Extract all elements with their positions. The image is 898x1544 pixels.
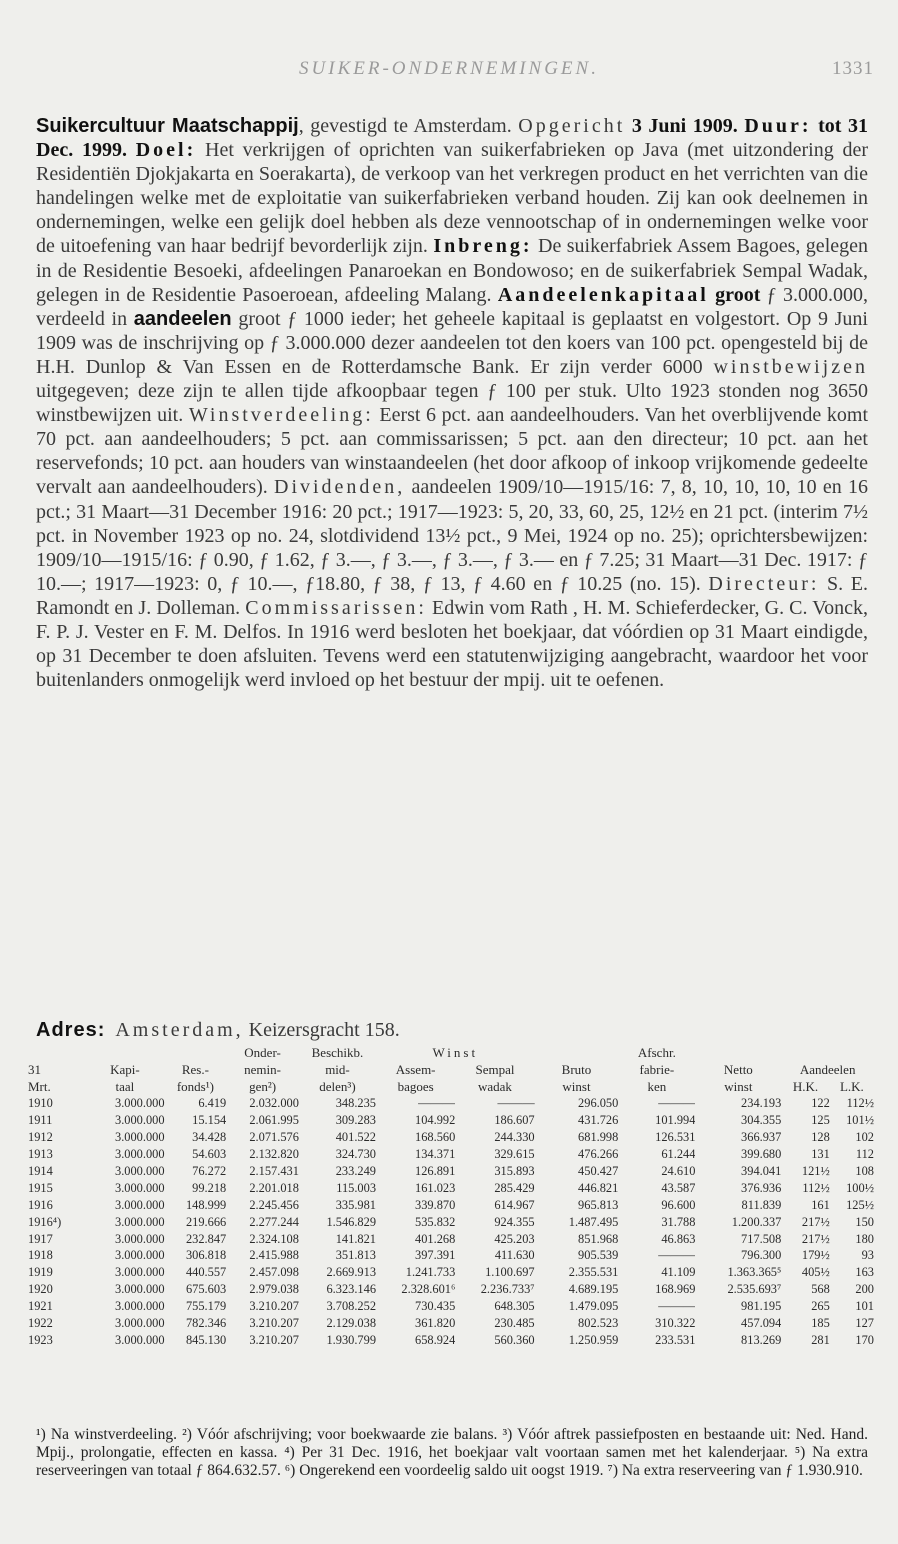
table-cell: 324.730 bbox=[335, 1147, 377, 1162]
table-cell: 150 bbox=[855, 1214, 874, 1229]
col-header: 31 bbox=[28, 1062, 41, 1077]
table-cell: 232.847 bbox=[185, 1231, 227, 1246]
row-year: 1921 bbox=[28, 1299, 53, 1314]
table-cell: 614.967 bbox=[494, 1197, 535, 1212]
table-cell: 3.210.207 bbox=[249, 1316, 299, 1331]
table-cell: 675.603 bbox=[185, 1282, 227, 1297]
col-header: delen³) bbox=[319, 1079, 356, 1094]
table-cell: 127 bbox=[855, 1316, 874, 1331]
col-header-winst: Winst bbox=[432, 1045, 479, 1060]
kapitaal-label: Aandeelenkapitaal bbox=[497, 283, 709, 306]
table-head bbox=[28, 1044, 874, 1095]
table-body bbox=[28, 1095, 874, 1348]
doel-value: Het verkrijgen of oprichten van suikerfabrieken op Java (met uitzondering der Residentiën Djokjakarta en Soerakarta), de verkoop van het verkregen product en het verrichten van die handelingen welke met de exploitatie van suikerfabrieken verband houden. Zij kan ook deelnemen in ondernemingen, welke een gelijk doel hebben als deze vennootschap of in ondernemingen welke voor de uitoefening van haar bedrijf bevorderlijk zijn. bbox=[36, 139, 868, 258]
table-row bbox=[28, 1247, 874, 1264]
table-row bbox=[28, 1196, 874, 1213]
table-cell: 131 bbox=[811, 1147, 830, 1162]
table-cell: 31.788 bbox=[661, 1214, 696, 1229]
table-row bbox=[28, 1213, 874, 1230]
table-cell: 112½ bbox=[802, 1180, 830, 1195]
col-header: fonds¹) bbox=[176, 1079, 214, 1094]
col-header: fabrie- bbox=[639, 1062, 675, 1077]
table-cell: 43.587 bbox=[661, 1180, 696, 1195]
col-header: Res.- bbox=[181, 1062, 209, 1077]
dividenden-label: Dividenden, bbox=[274, 476, 406, 499]
running-header bbox=[0, 58, 898, 88]
table-cell: 121½ bbox=[801, 1164, 830, 1178]
table-cell: 648.305 bbox=[494, 1299, 535, 1314]
table-cell: 219.666 bbox=[185, 1214, 227, 1229]
adres-label: Adres: bbox=[36, 1019, 106, 1041]
row-year: 1922 bbox=[28, 1316, 53, 1331]
winstbewijzen-post: uitgegeven; deze zijn te allen tijde afkoopbaar tegen ƒ 100 per stuk. Ulto 1923 stonden nog 3650 winstbewijzen uit. bbox=[36, 380, 868, 427]
table-cell: 200 bbox=[855, 1282, 874, 1297]
table-cell: 1.250.959 bbox=[568, 1332, 619, 1347]
header-row-3 bbox=[28, 1078, 874, 1095]
row-year: 1915 bbox=[28, 1180, 53, 1195]
commissarissen-label: Commissarissen: bbox=[245, 596, 427, 619]
table-cell: 112 bbox=[855, 1147, 874, 1162]
table-cell: 93 bbox=[861, 1248, 874, 1263]
table-cell: 233.249 bbox=[335, 1164, 377, 1178]
table-cell: ——— bbox=[658, 1248, 696, 1263]
table-cell: 101.994 bbox=[655, 1113, 696, 1128]
table-cell: ——— bbox=[658, 1299, 696, 1314]
table-cell: 6.323.146 bbox=[326, 1282, 377, 1297]
table-cell: 457.094 bbox=[741, 1316, 782, 1331]
col-header: L.K. bbox=[839, 1079, 864, 1094]
table-cell: 376.936 bbox=[741, 1180, 782, 1195]
table-cell: 244.330 bbox=[494, 1130, 535, 1145]
table-cell: 24.610 bbox=[661, 1164, 696, 1178]
table-cell: 568 bbox=[811, 1282, 830, 1297]
directeur-value: S. E. Ramondt en J. Dolleman. bbox=[36, 572, 868, 619]
col-header: Mrt. bbox=[28, 1079, 51, 1094]
winstbewijzen-word: winstbewijzen bbox=[713, 355, 868, 378]
table-row bbox=[28, 1129, 874, 1146]
row-year: 1919 bbox=[28, 1265, 53, 1280]
table-cell: 3.000.000 bbox=[115, 1147, 165, 1162]
table-cell: 3.000.000 bbox=[115, 1282, 165, 1297]
table-cell: 61.244 bbox=[661, 1147, 696, 1162]
table-cell: 411.630 bbox=[494, 1248, 535, 1263]
table-cell: 161.023 bbox=[415, 1180, 456, 1195]
table-cell: 755.179 bbox=[185, 1299, 227, 1314]
table-cell: 170 bbox=[855, 1332, 874, 1347]
table-cell: 2.328.601⁶ bbox=[401, 1282, 456, 1297]
table-cell: ——— bbox=[497, 1096, 535, 1111]
col-header: winst bbox=[724, 1079, 753, 1094]
table-cell: 3.000.000 bbox=[115, 1113, 165, 1128]
table-row bbox=[28, 1315, 874, 1332]
row-year: 1910 bbox=[28, 1096, 53, 1111]
table-cell: 168.560 bbox=[415, 1130, 456, 1145]
table-cell: 796.300 bbox=[741, 1248, 782, 1263]
table-cell: 265 bbox=[811, 1299, 830, 1314]
table-cell: 1.930.799 bbox=[326, 1332, 377, 1347]
table-cell: 96.600 bbox=[661, 1197, 696, 1212]
table-row bbox=[28, 1264, 874, 1281]
table-cell: 329.615 bbox=[494, 1147, 535, 1162]
col-header: Beschikb. bbox=[311, 1045, 364, 1060]
col-header: Aandeelen bbox=[799, 1062, 856, 1077]
table-cell: 2.457.098 bbox=[249, 1265, 299, 1280]
table-cell: 3.000.000 bbox=[115, 1180, 165, 1195]
table-cell: 230.485 bbox=[494, 1316, 535, 1331]
opgericht-value: 3 Juni 1909. bbox=[625, 115, 745, 137]
table-cell: 310.322 bbox=[655, 1316, 696, 1331]
col-header: Afschr. bbox=[637, 1045, 676, 1060]
table-row bbox=[28, 1281, 874, 1298]
table-cell: 3.210.207 bbox=[249, 1332, 299, 1347]
table-cell: 397.391 bbox=[415, 1248, 456, 1263]
table-cell: 2.061.995 bbox=[249, 1113, 299, 1128]
row-year: 1916 bbox=[28, 1197, 53, 1212]
table-cell: 126.531 bbox=[655, 1130, 696, 1145]
doel-label: Doel: bbox=[135, 139, 197, 162]
table-cell: 782.346 bbox=[185, 1316, 227, 1331]
table-cell: 233.531 bbox=[655, 1332, 696, 1347]
col-header: Assem- bbox=[395, 1062, 436, 1077]
table-cell: 981.195 bbox=[741, 1299, 782, 1314]
dividenden-value: aandeelen 1909/10—1915/16: 7, 8, 10, 10, 10, 10 en 16 pct.; 31 Maart—31 December 1916: 20 pct.; 1917—1923: 5, 20, 33, 60, 25, 12½ en 21 pct. (interim 7½ pct. in November 1923 op no. 24, slotdividend 13½ pct., 9 Mei, 1924 op no. 25); oprichtersbewijzen: 1909/10—1915/16: ƒ 0.90, ƒ 1.62, ƒ 3.—, ƒ 3.—, ƒ 3.—, ƒ 3.— en ƒ 7.25; 31 Maart—31 Dec. 1917: ƒ 10.—; 1917—1923: 0, ƒ 10.—, ƒ18.80, ƒ 38, ƒ 13, ƒ 4.60 en ƒ 10.25 (no. 15). bbox=[36, 476, 869, 595]
table-cell: 681.998 bbox=[578, 1130, 619, 1145]
aandeelen-word: aandeelen bbox=[133, 307, 232, 330]
table-cell: 128 bbox=[811, 1130, 830, 1145]
table-cell: 161 bbox=[811, 1197, 830, 1212]
col-header: taal bbox=[115, 1079, 135, 1094]
table-cell: 122 bbox=[811, 1096, 830, 1111]
kapitaal-post: groot ƒ 1000 ieder; het geheele kapitaal is geplaatst en volgestort. Op 9 Juni 1909 was de inschrijving op ƒ 3.000.000 dezer aandeelen tot den koers van 100 pct. opengesteld bij de H.H. Dunlop & Van Essen en de Rotterdamsche Bank. Er zijn verder 6000 bbox=[36, 307, 868, 378]
table-cell: 102 bbox=[855, 1130, 874, 1145]
table-cell: 2.245.456 bbox=[249, 1197, 299, 1212]
table-row bbox=[28, 1146, 874, 1163]
col-header bbox=[695, 1044, 781, 1061]
col-header: H.K. bbox=[792, 1079, 819, 1094]
col-header: ken bbox=[647, 1079, 667, 1094]
table-cell: 1.200.337 bbox=[731, 1214, 782, 1229]
table-cell: 366.937 bbox=[741, 1130, 782, 1145]
table-cell: 3.000.000 bbox=[115, 1332, 165, 1347]
table-cell: 104.992 bbox=[415, 1113, 456, 1128]
table-cell: 3.000.000 bbox=[115, 1130, 165, 1145]
table-cell: 335.981 bbox=[335, 1197, 377, 1212]
table-cell: 2.201.018 bbox=[249, 1180, 299, 1195]
page-number: 1331 bbox=[832, 58, 874, 79]
col-header bbox=[535, 1044, 619, 1061]
table-cell: 2.669.913 bbox=[326, 1265, 377, 1280]
table-cell: 3.210.207 bbox=[249, 1299, 299, 1314]
company-seat: , gevestigd te Amsterdam. bbox=[298, 115, 519, 137]
table-cell: 112½ bbox=[846, 1096, 874, 1111]
table-cell: 2.032.000 bbox=[249, 1096, 299, 1111]
adres-city: Amsterdam, bbox=[115, 1019, 244, 1041]
table-cell: 1.100.697 bbox=[485, 1265, 535, 1280]
table-cell: 440.557 bbox=[185, 1265, 227, 1280]
address-line bbox=[36, 1018, 868, 1042]
table-cell: 425.203 bbox=[494, 1231, 535, 1246]
table-cell: 100½ bbox=[846, 1180, 874, 1195]
company-entry bbox=[36, 114, 868, 692]
table-cell: 813.269 bbox=[741, 1332, 782, 1347]
table-cell: 1.546.829 bbox=[326, 1214, 377, 1229]
table-cell: 3.000.000 bbox=[115, 1164, 165, 1178]
adres-street: Keizersgracht 158. bbox=[243, 1019, 400, 1041]
table-cell: 717.508 bbox=[741, 1231, 782, 1246]
table-cell: 99.218 bbox=[192, 1180, 227, 1195]
table-cell: 3.000.000 bbox=[115, 1248, 165, 1263]
table-cell: 285.429 bbox=[494, 1180, 535, 1195]
table-cell: 3.000.000 bbox=[115, 1231, 165, 1246]
col-header bbox=[28, 1044, 85, 1061]
opgericht-label: Opgericht bbox=[518, 115, 626, 137]
table-row bbox=[28, 1331, 874, 1348]
header-row-1 bbox=[28, 1044, 874, 1061]
table-cell: 217½ bbox=[801, 1214, 830, 1229]
col-header: Sempal bbox=[475, 1062, 515, 1077]
table-cell: 924.355 bbox=[494, 1214, 535, 1229]
table-cell: 101 bbox=[855, 1299, 874, 1314]
row-year: 1923 bbox=[28, 1332, 53, 1347]
table-row bbox=[28, 1179, 874, 1196]
row-year: 1911 bbox=[28, 1113, 53, 1128]
col-header: Bruto bbox=[561, 1062, 592, 1077]
table-cell: 446.821 bbox=[578, 1180, 619, 1195]
table-cell: 658.924 bbox=[415, 1332, 456, 1347]
running-title: SUIKER-ONDERNEMINGEN. bbox=[299, 58, 599, 79]
col-header: wadak bbox=[478, 1079, 512, 1094]
table-cell: 1.487.495 bbox=[568, 1214, 619, 1229]
table-cell: 431.726 bbox=[578, 1113, 619, 1128]
table-cell: 2.071.576 bbox=[249, 1130, 299, 1145]
table-cell: 2.129.038 bbox=[326, 1316, 377, 1331]
inbreng-label: Inbreng: bbox=[433, 235, 533, 258]
table-cell: 234.193 bbox=[741, 1096, 782, 1111]
col-header: gen²) bbox=[249, 1079, 277, 1094]
table-cell: 3.000.000 bbox=[115, 1096, 165, 1111]
table-cell: 296.050 bbox=[578, 1096, 619, 1111]
winstverdeeling-label: Winstverdeeling: bbox=[188, 404, 374, 427]
table-cell: 399.680 bbox=[741, 1147, 782, 1162]
table-cell: 535.832 bbox=[415, 1214, 456, 1229]
table-cell: 115.003 bbox=[336, 1180, 377, 1195]
row-year: 1913 bbox=[28, 1147, 53, 1162]
table-cell: 34.428 bbox=[192, 1130, 227, 1145]
table-cell: 560.360 bbox=[494, 1332, 535, 1347]
table-cell: 3.708.252 bbox=[326, 1299, 377, 1314]
table-cell: 46.863 bbox=[661, 1231, 696, 1246]
table-cell: 339.870 bbox=[415, 1197, 456, 1212]
table-row bbox=[28, 1095, 874, 1112]
table-cell: 3.000.000 bbox=[115, 1265, 165, 1280]
table-cell: 315.893 bbox=[494, 1164, 535, 1178]
table-cell: 2.355.531 bbox=[568, 1265, 619, 1280]
row-year: 1918 bbox=[28, 1248, 53, 1263]
header-row-2 bbox=[28, 1061, 874, 1078]
col-header: Kapi- bbox=[110, 1062, 140, 1077]
row-year: 1916⁴) bbox=[28, 1214, 62, 1229]
table-cell: 163 bbox=[855, 1265, 874, 1280]
col-header: nemin- bbox=[244, 1062, 281, 1077]
company-name: Suikercultuur Maatschappij bbox=[36, 115, 299, 137]
table-cell: 811.839 bbox=[741, 1197, 782, 1212]
duur-value: tot 31 Dec. 1999. bbox=[36, 115, 869, 162]
kapitaal-pre: groot bbox=[708, 283, 767, 306]
table-cell: 309.283 bbox=[335, 1113, 377, 1128]
table-cell: 401.268 bbox=[415, 1231, 456, 1246]
table-cell: 3.000.000 bbox=[115, 1197, 165, 1212]
col-header: Netto bbox=[723, 1062, 753, 1077]
table-cell: 2.979.038 bbox=[249, 1282, 299, 1297]
table-cell: 401.522 bbox=[335, 1130, 377, 1145]
table-cell: 905.539 bbox=[578, 1248, 619, 1263]
table-cell: ——— bbox=[658, 1096, 696, 1111]
col-header bbox=[165, 1044, 227, 1061]
table-cell: 15.154 bbox=[192, 1113, 227, 1128]
commissarissen-value: Edwin vom Rath , H. M. Schieferdecker, G. C. Vonck, F. P. J. Vester en F. M. Delfos. In 1916 werd besloten het boekjaar, dat vóórdien op 31 Maart eindigde, op 31 December te doen afsluiten. Tevens werd een statutenwijziging aangebracht, waardoor het voor buitenlanders onmogelijk werd invloed op het bestuur der mpij. uit te oefenen. bbox=[36, 596, 869, 692]
table-cell: 450.427 bbox=[578, 1164, 619, 1178]
kapitaal-value: ƒ 3.000.000, verdeeld in bbox=[36, 283, 868, 330]
table-row bbox=[28, 1230, 874, 1247]
table-cell: 348.235 bbox=[335, 1096, 377, 1111]
table-cell: 304.355 bbox=[741, 1113, 782, 1128]
table-cell: 2.415.988 bbox=[249, 1248, 299, 1263]
table-cell: 2.132.820 bbox=[249, 1147, 299, 1162]
table-cell: 134.371 bbox=[415, 1147, 456, 1162]
table-row bbox=[28, 1163, 874, 1180]
table-cell: 4.689.195 bbox=[568, 1282, 619, 1297]
col-header bbox=[85, 1044, 164, 1061]
table-cell: 54.603 bbox=[192, 1147, 227, 1162]
table-cell: 126.891 bbox=[415, 1164, 456, 1178]
row-year: 1912 bbox=[28, 1130, 53, 1145]
table-cell: 1.479.095 bbox=[568, 1299, 619, 1314]
table-cell: 1.363.365⁵ bbox=[727, 1265, 782, 1280]
table-row bbox=[28, 1112, 874, 1129]
table-cell: 394.041 bbox=[741, 1164, 782, 1178]
table-cell: 730.435 bbox=[415, 1299, 456, 1314]
table-cell: 306.818 bbox=[185, 1248, 227, 1263]
table-cell: 2.277.244 bbox=[249, 1214, 299, 1229]
directeur-label: Directeur: bbox=[708, 572, 820, 595]
table-cell: 125½ bbox=[846, 1197, 874, 1212]
row-year: 1914 bbox=[28, 1164, 53, 1178]
table-cell: 851.968 bbox=[578, 1231, 619, 1246]
table-cell: 476.266 bbox=[578, 1147, 619, 1162]
table-cell: 217½ bbox=[801, 1231, 830, 1246]
table-cell: 845.130 bbox=[185, 1332, 227, 1347]
table-cell: 3.000.000 bbox=[115, 1214, 165, 1229]
col-header: mid- bbox=[325, 1062, 350, 1077]
table-cell: 141.821 bbox=[335, 1231, 377, 1246]
table-cell: 2.157.431 bbox=[249, 1164, 299, 1178]
table-cell: ——— bbox=[418, 1096, 456, 1111]
table-cell: 281 bbox=[811, 1332, 830, 1347]
table-cell: 76.272 bbox=[192, 1164, 227, 1178]
table-cell: 185 bbox=[811, 1316, 830, 1331]
table-cell: 168.969 bbox=[655, 1282, 696, 1297]
financial-table bbox=[28, 1044, 874, 1348]
row-year: 1920 bbox=[28, 1282, 53, 1297]
table-cell: 802.523 bbox=[578, 1316, 619, 1331]
table-cell: 6.419 bbox=[198, 1096, 227, 1111]
table-cell: 186.607 bbox=[494, 1113, 535, 1128]
inbreng-value: De suikerfabriek Assem Bagoes, gelegen in de Residentie Besoeki, afdeelingen Panaroekan en Bondowoso; en de suikerfabriek Sempal Wadak, gelegen in de Residentie Pasoeroean, afdeeling Malang. bbox=[36, 235, 868, 306]
col-header: winst bbox=[562, 1079, 591, 1094]
footnotes: ¹) Na winstverdeeling. ²) Vóór afschrijving; voor boekwaarde zie balans. ³) Vóór aftrek passiefposten en bestaande uit: Ned. Hand. Mpij., prolongatie, effecten en kassa. ⁴) Per 31 Dec. 1916, het boekjaar valt voortaan samen met het kalenderjaar. ⁵) Na extra reserveeringen van totaal ƒ 864.632.57. ⁶) Ongerekend een voordeelig saldo uit oogst 1919. ⁷) Na extra reserveering van ƒ 1.930.910. bbox=[36, 1426, 868, 1479]
table-cell: 2.324.108 bbox=[249, 1231, 299, 1246]
table-cell: 180 bbox=[855, 1231, 874, 1246]
table-cell: 179½ bbox=[801, 1248, 830, 1263]
duur-label: Duur: bbox=[744, 115, 812, 137]
col-header: Onder- bbox=[244, 1045, 281, 1060]
table-cell: 1.241.733 bbox=[405, 1265, 456, 1280]
table-cell: 3.000.000 bbox=[115, 1316, 165, 1331]
table-cell: 101½ bbox=[846, 1113, 874, 1128]
col-header bbox=[781, 1044, 874, 1061]
table-cell: 2.236.733⁷ bbox=[480, 1282, 535, 1297]
table-cell: 3.000.000 bbox=[115, 1299, 165, 1314]
winstverdeeling-value: Eerst 6 pct. aan aandeelhouders. Van het overblijvende komt 70 pct. aan aandeelhouders; 5 pct. aan commissarissen; 5 pct. aan den directeur; 10 pct. aan het reservefonds; 10 pct. aan houders van winstaandeelen (het door afkoop of inkoop vrijkomende gedeelte vervalt aan aandeelhouders). bbox=[36, 404, 868, 499]
table-cell: 41.109 bbox=[661, 1265, 696, 1280]
row-year: 1917 bbox=[28, 1231, 53, 1246]
table-cell: 148.999 bbox=[185, 1197, 227, 1212]
table-cell: 108 bbox=[855, 1164, 874, 1178]
table-cell: 361.820 bbox=[415, 1316, 456, 1331]
table-cell: 351.813 bbox=[335, 1248, 377, 1263]
table-cell: 405½ bbox=[801, 1265, 830, 1280]
table-row bbox=[28, 1298, 874, 1315]
col-header: bagoes bbox=[397, 1079, 434, 1094]
table-cell: 965.813 bbox=[578, 1197, 619, 1212]
table-cell: 125 bbox=[811, 1113, 830, 1128]
table-cell: 2.535.693⁷ bbox=[727, 1282, 782, 1297]
